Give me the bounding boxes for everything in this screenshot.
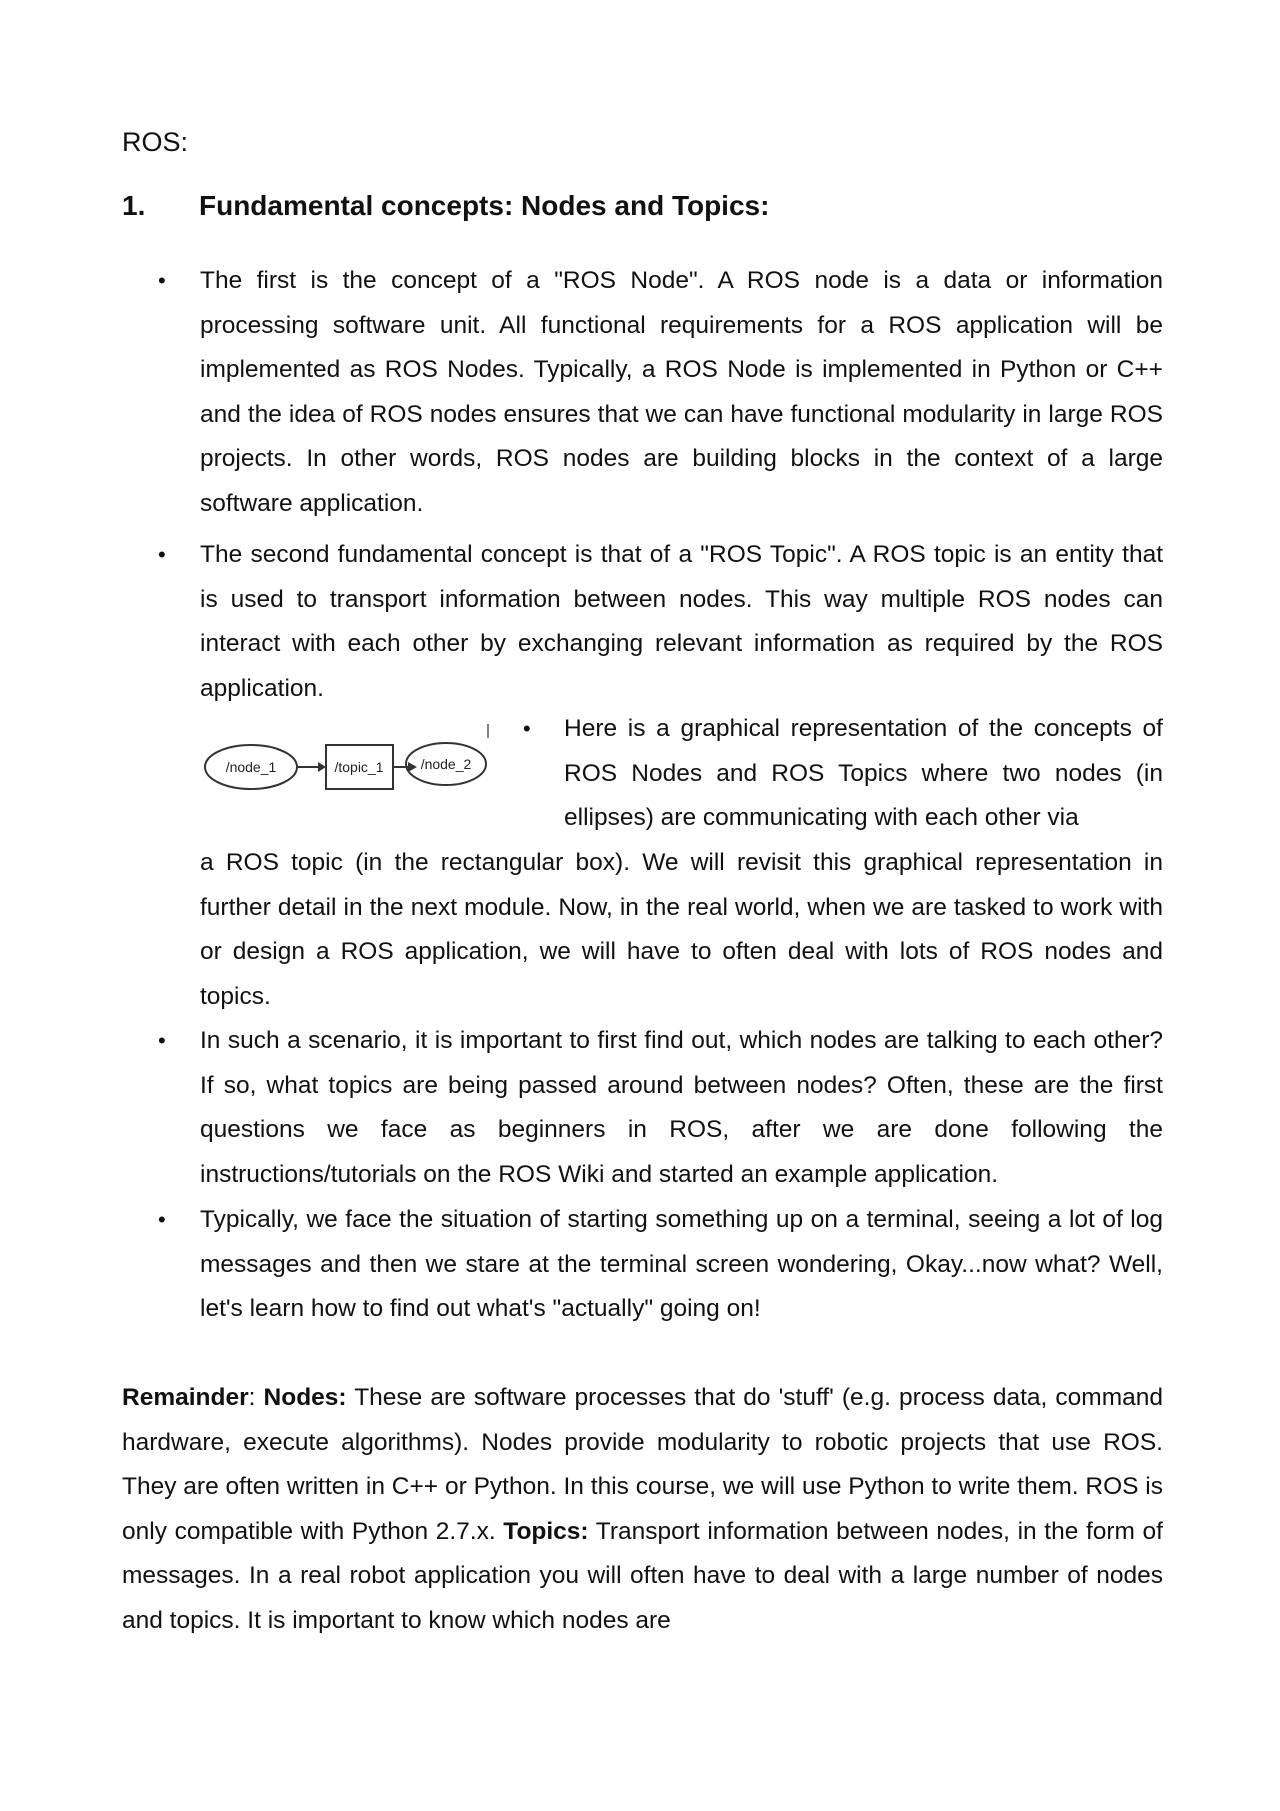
bullet-graph-continued: a ROS topic (in the rectangular box). We will revisit this graphical representation in further detail in the next module. Now, in the real world, when we are tasked to work with or design a ROS application, we will have to often deal with lots of ROS nodes and topics.	[200, 849, 1163, 1010]
bullet-marker-icon: •	[158, 268, 166, 293]
bullet-marker-icon: •	[158, 542, 166, 567]
section-title: Fundamental concepts: Nodes and Topics:	[199, 190, 770, 221]
topic-1-label: /topic_1	[334, 759, 384, 775]
remainder-label: Remainder	[122, 1384, 249, 1411]
bullet-scenario: In such a scenario, it is important to first find out, which nodes are talking to each other? If so, what topics are being passed around between nodes? Often, these are the first questions we face as beginners in ROS, after we are done following the instructions/tutorials on the ROS Wiki and started an example application.	[200, 1027, 1163, 1188]
bullet-marker-icon: •	[158, 1207, 166, 1232]
ros-graph-diagram	[203, 720, 491, 818]
topics-label: Topics:	[503, 1517, 589, 1545]
bullet-node-concept: The first is the concept of a "ROS Node". A ROS node is a data or information processing software unit. All functional requirements for a ROS application will be implemented as ROS Nodes. Typically, a ROS Node is implemented in Python or C++ and the idea of ROS nodes ensures that we can have functional modularity in large ROS projects. In other words, ROS nodes are building blocks in the context of a large software application.	[200, 267, 1163, 517]
bullet-topic-concept: The second fundamental concept is that of a "ROS Topic". A ROS topic is an entity that is used to transport information between nodes. This way multiple ROS nodes can interact with each other by exchanging relevant information as required by the ROS application.	[200, 541, 1163, 702]
document-label: ROS:	[122, 127, 189, 157]
bullet-marker-icon: •	[158, 1028, 166, 1053]
section-number: 1.	[122, 190, 146, 221]
remainder-paragraph	[122, 1376, 1163, 1644]
topics-text: Transport information between nodes, in the form of messages. In a real robot application you will often have to deal with a large number of nodes and topics. It is important to know which nodes are	[122, 1517, 1163, 1634]
nodes-label: Nodes:	[263, 1384, 347, 1411]
node-1-label: /node_1	[225, 759, 277, 775]
bullet-graph-intro: Here is a graphical representation of the concepts of ROS Nodes and ROS Topics where two nodes (in ellipses) are communicating with each other via	[564, 715, 1163, 832]
bullet-terminal: Typically, we face the situation of starting something up on a terminal, seeing a lot of log messages and then we stare at the terminal screen wondering, Okay...now what? Well, let's learn how to find out what's "actually" going on!	[200, 1206, 1163, 1323]
remainder-colon: :	[248, 1384, 264, 1411]
node-2-label: /node_2	[420, 756, 472, 772]
nodes-text: These are software processes that do 'stuff' (e.g. process data, command hardware, execute algorithms). Nodes provide modularity to robotic projects that use ROS. They are often written in C++ or Python. In this course, we will use Python to write them. ROS is only compatible with Python 2.7.x.	[122, 1384, 1163, 1545]
bullet-marker-icon: •	[523, 716, 531, 741]
